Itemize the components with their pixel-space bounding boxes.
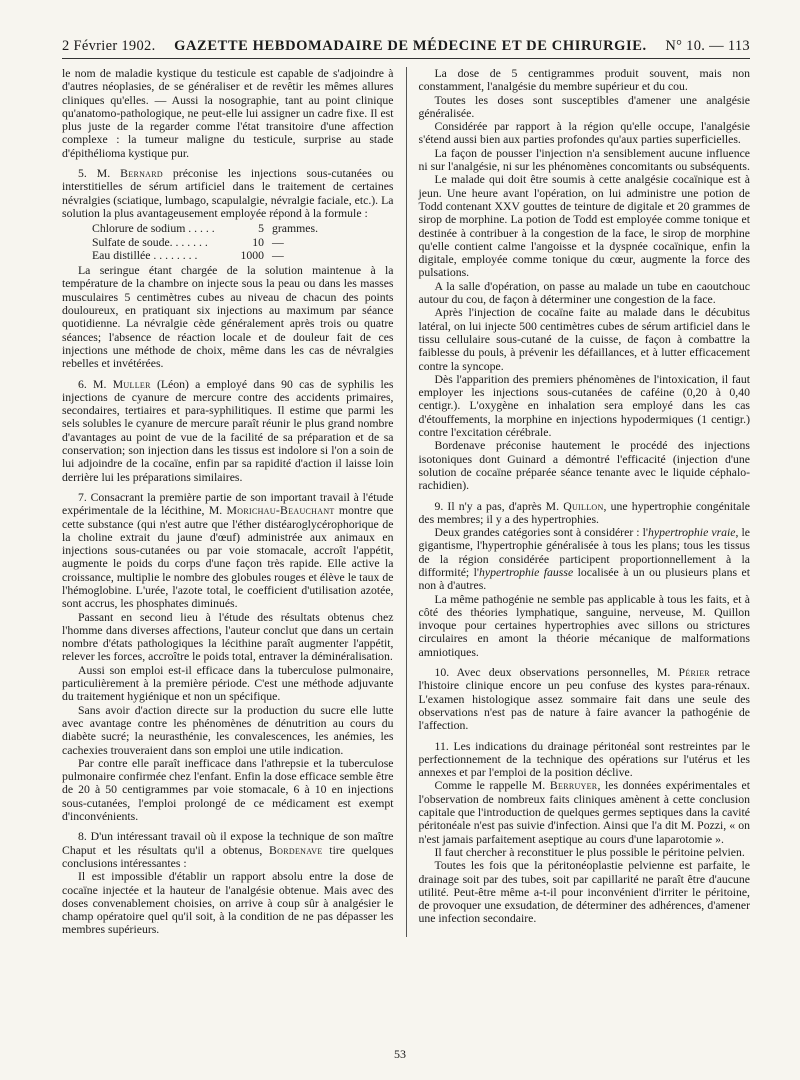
quantity: 1000 <box>240 248 264 262</box>
paragraph-text: , le gigantisme, l'hypertrophie généralisée à tous les plans; tous les tissus de la région considérée participent proportionnellement à la difformité; l' <box>418 526 751 579</box>
journal-title: GAZETTE HEBDOMADAIRE DE MÉDECINE ET DE CHIRURGIE. <box>174 38 647 54</box>
paragraph-text: Comme le rappelle M. <box>434 779 550 793</box>
paragraph-item-11: 11. Les indications du drainage péritonéal sont restreintes par le perfectionnement de la technique des opérations sur l'utérus et les annexes et par l'emploi de la position déclive. <box>418 739 750 780</box>
paragraph-text: , les données expérimentales et l'observation de nombreux faits cliniques amènent à cette conclusion capitale que l'introduction de quelques germes septiques dans la cavité péritonéale n'est pas suivie d'infection. Ainsi que l'a dit M. Pozzi, « on n'est jamais parfaitement aseptique au cours d'une laparotomie ». <box>418 779 750 846</box>
paragraph: La façon de pousser l'injection n'a sensiblement aucune influence ni sur l'analgésie, ni sur les phénomènes concomitants ou subséquents. <box>418 146 750 174</box>
item-number: 5. M. <box>78 167 121 181</box>
author-name: Bernard <box>120 167 163 181</box>
text-columns <box>62 67 750 937</box>
paragraph-text: Deux grandes catégories sont à considérer : l' <box>434 526 649 540</box>
paragraph-item-10 <box>419 666 751 732</box>
paragraph: Passant en second lieu à l'étude des résultats obtenus chez l'homme dans diverses affections, l'auteur conclut que dans un certain nombre d'états pathologiques la lécithine paraît augmenter l'appétit, relever les forces, accroître le poids total, entraver la déminéralisation. <box>62 610 394 664</box>
author-name: Morichau-Beauchant <box>226 504 335 518</box>
paragraph: La dose de 5 centigrammes produit souvent, mais non constamment, l'analgésie du membre supérieur et du cou. <box>418 67 750 94</box>
author-name: Berruyer <box>549 779 598 793</box>
issue-number: N° 10. — 113 <box>665 38 750 54</box>
author-name: Bordenave <box>269 843 323 857</box>
paragraph: Dès l'apparition des premiers phénomènes de l'intoxication, il faut employer les injections sous-cutanées de caféine (0,20 à 0,40 centigr.). L'oxygène en inhalation sera employé dans les cas d'étouffements, la morphine en injections hypodermiques (1 centigr.) contre l'excitation cérébrale. <box>418 372 750 440</box>
paragraph-text: tire quelques conclusions intéressantes : <box>62 843 394 870</box>
paragraph: Considérée par rapport à la région qu'elle occupe, l'analgésie s'étend aussi bien aux parties profondes qu'aux parties superficielles. <box>418 120 750 147</box>
paragraph: Aussi son emploi est-il efficace dans la tuberculose pulmonaire, particulièrement à la première période. C'est une méthode adjuvante du traitement hygiénique et non un spécifique. <box>62 663 394 704</box>
paragraph-item-8 <box>62 830 394 870</box>
running-head <box>62 38 750 59</box>
paragraph: Toutes les doses sont susceptibles d'amener une analgésie généralisée. <box>418 93 750 120</box>
unit: grammes. <box>272 222 319 236</box>
unit: — <box>272 248 284 262</box>
item-number: 6. M. <box>78 377 113 391</box>
emphasis: hypertrophie vraie <box>648 526 736 540</box>
quantity: 5 <box>258 222 264 236</box>
paragraph: Le malade qui doit être soumis à cette analgésie cocaïnique est à jeun. Une heure avant l'opération, on lui administre une potion de Todd contenant XXV gouttes de teinture de digitale et 20 grammes de sirop de morphine. La potion de Todd est employée comme tonique et destinée à contribuer à la congestion de la face, le sirop de morphine qu'elle contient calme l'angoisse et la dyspnée cocaïnique, enfin la digitale, employée comme tonique du cœur, augmente la force des pulsations. <box>418 173 750 280</box>
paragraph: le nom de maladie kystique du testicule est capable de s'adjoindre à d'autres néoplasies, de se généraliser et de revêtir les mêmes allures cliniques qu'elles. — Aussi la nosographie, tant au point clinique qu'anatomo-pathologique, ne peut-elle lui assigner un cadre fixe. Il est plus juste de la regarder comme l'état transitoire d'une affection complexe : la tumeur maligne du testicule, surprise au stade d'épithélioma kystique pur. <box>62 67 394 160</box>
paragraph: Il faut chercher à reconstituer le plus possible le péritoine pelvien. <box>434 845 745 859</box>
paragraph-item-9 <box>419 500 751 527</box>
ingredient: Chlorure de sodium . . . . . <box>92 222 215 236</box>
author-name: Quillon <box>563 499 604 513</box>
paragraph-text: préconise les injections sous-cutanées ou interstitielles de sérum artificiel dans le traitement de certaines névralgies (sciatique, lumbago, scapulalgie, névralgie faciale, etc.). La solution la plus avantageusement employée répond à la formule : <box>62 167 394 220</box>
ingredient: Sulfate de soude. . . . . . . <box>92 235 208 249</box>
paragraph: Bordenave préconise hautement le procédé des injections isotoniques dont Guinard a démontré l'efficacité (injection d'une solution de cocaïne préparée séance tenante avec le liquide céphalo-rachidien). <box>418 439 750 493</box>
paragraph-text: 10. Avec deux observations personnelles, M. <box>434 666 679 680</box>
paragraph-text: montre que cette substance (qui n'est autre que l'éther distéaroglycérophorique de la choline extrait du jaune d'œuf) administrée aux animaux en injections sous-cutanées ou par voie stomacale, accroît l'appétit, augmente le poids du corps d'une façon très rapide. Elle active la croissance, multiplie le nombre des globules rouges et élève le taux de l'hémoglobine. L'urée, l'azote total, le coefficient d'utilisation azotée, sont accrus, les phosphates diminués. <box>62 504 394 611</box>
paragraph: La même pathogénie ne semble pas applicable à tous les faits, et à côté des théories lymphatique, sanguine, nerveuse, M. Quillon invoque pour certaines hypertrophies avec sillons ou strictures circulaires en amont la théorie mécanique de malformations amniotiques. <box>418 592 750 659</box>
left-column <box>62 67 406 937</box>
formula-row <box>92 222 342 235</box>
unit: — <box>272 235 284 249</box>
paragraph: Toutes les fois que la péritonéoplastie pelvienne est parfaite, le drainage soit par des tubes, soit par capillarité ne paraît être d'aucune utilité. Peut-être même a-t-il pour inconvénient d'irriter le péritoine, de provoquer une exsudation, de déterminer des adhérences, d'amener une infection secondaire. <box>418 859 750 926</box>
paragraph-item-6 <box>62 378 394 484</box>
paragraph <box>419 779 751 845</box>
quantity: 10 <box>252 235 264 249</box>
paragraph-text: 8. D'un intéressant travail où il expose la technique de son maître Chaput et les résultats qu'il a obtenus, <box>62 830 394 857</box>
paragraph: Après l'injection de cocaïne faite au malade dans le décubitus latéral, on lui injecte 500 centimètres cubes de sérum artificiel dans le tissu cellulaire sous-cutané de la cuisse, de façon à combattre la faiblesse du pouls, à prévenir les défaillances, et à lutter efficacement contre la syncope. <box>418 306 750 373</box>
paragraph: Par contre elle paraît inefficace dans l'athrepsie et la tuberculose pulmonaire confirmée chez l'enfant. Enfin la dose efficace semble être de 20 à 50 centigrammes par voie stomacale, 6 à 10 en injections sous-cutanées, l'emploi prolongé de ce médicament est exempt d'inconvénients. <box>62 756 394 824</box>
right-column <box>406 67 751 937</box>
paragraph-text: 9. Il n'y a pas, d'après M. <box>434 499 564 513</box>
paragraph <box>419 526 751 592</box>
author-name: Muller <box>112 377 151 391</box>
formula-row <box>92 236 342 249</box>
paragraph-item-5 <box>62 167 394 220</box>
author-name: Périer <box>678 666 710 680</box>
paragraph-text: , une hypertrophie congénitale des membres; il y a des hypertrophies. <box>418 499 751 526</box>
paragraph-text: retrace l'histoire clinique encore un peu confuse des kystes para-rénaux. L'examen histologique assez sommaire fait dans une seule des observations n'est pas de nature à faire avancer la pathogénie de l'affection. <box>418 666 751 733</box>
formula-row <box>92 249 342 262</box>
formula <box>92 222 394 262</box>
paragraph: Il est impossible d'établir un rapport absolu entre la dose de cocaïne injectée et la hauteur de l'analgésie obtenue. Mais avec des doses convenablement choisies, on arrive à coup sûr à analgésier le champ opératoire quel qu'il soit, à la condition de ne pas dépasser les membres supérieurs. <box>62 870 394 937</box>
page-number: 53 <box>394 1047 406 1061</box>
paragraph-text: (Léon) a employé dans 90 cas de syphilis les injections de cyanure de mercure contre des accidents primaires, secondaires, tertiaires et para-syphilitiques. Il estime que parmi les sels solubles le cyanure de mercure paraît réunir le plus grand nombre d'avantages au point de vue de la facilité de sa préparation et de sa conservation; son injection dans les tissus est indolore si l'on a soin de lui adjoindre de la cocaïne, enfin par sa rapidité d'action il laisse loin derrière lui les préparations similaires. <box>62 377 394 484</box>
paragraph-item-7 <box>62 491 394 611</box>
emphasis: hypertrophie fausse <box>479 565 574 579</box>
paragraph-text: 7. Consacrant la première partie de son important travail à l'étude expérimentale de la lécithine, M. <box>62 490 394 518</box>
issue-date: 2 Février 1902. <box>62 38 156 54</box>
paragraph: Sans avoir d'action directe sur la production du sucre elle lutte avec avantage contre les phénomènes de dénutrition au cours du diabète sucré; la neurasthénie, les convalescences, les anémies, les cachexies trouveraient dans son emploi une utile indication. <box>62 703 394 757</box>
paragraph: A la salle d'opération, on passe au malade un tube en caoutchouc autour du cou, de façon à déterminer une congestion de la face. <box>418 279 750 307</box>
paragraph: La seringue étant chargée de la solution maintenue à la température de la chambre on injecte sous la peau ou dans les masses musculaires 5 centimètres cubes au niveau de chacun des points douloureux, en pratiquant six injections au maximum par séance quotidienne. La névralgie cède généralement après trois ou quatre séances; l'absence de réaction locale et de douleur fait de ces injections une méthode de choix, même dans les cas de névralgies rebelles et invétérées. <box>62 264 394 371</box>
ingredient: Eau distillée . . . . . . . . <box>92 248 198 262</box>
paragraph-text: localisée à un ou plusieurs plans et non à d'autres. <box>418 565 750 593</box>
